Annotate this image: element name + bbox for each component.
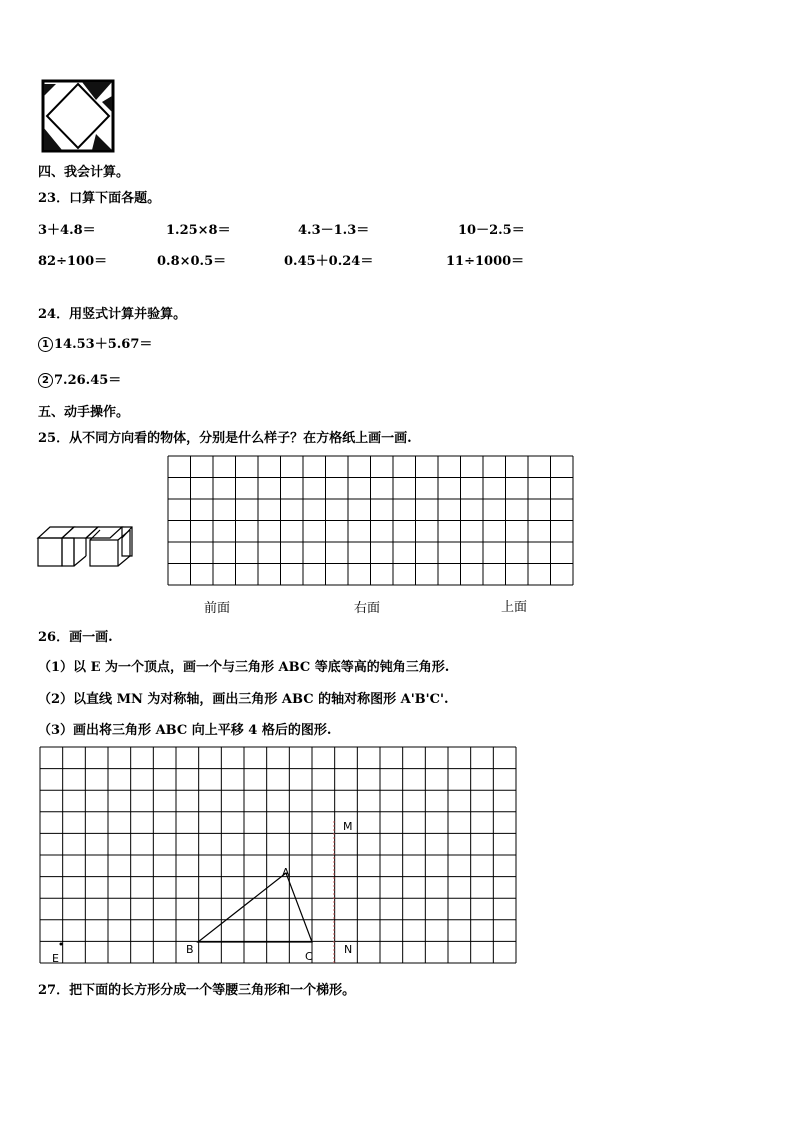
q27-title: 27．把下面的长方形分成一个等腰三角形和一个梯形。 <box>38 983 356 998</box>
point-label-m: M <box>343 820 353 833</box>
section5-title: 五、动手操作。 <box>38 405 130 420</box>
q24-expr: 7.26.45＝ <box>54 373 122 388</box>
q23-item: 0.8×0.5＝ <box>157 254 227 269</box>
triangle-abc <box>198 873 312 942</box>
q24-expr: 14.53＋5.67＝ <box>54 337 153 352</box>
point-label-a: A <box>282 866 290 879</box>
circled-number: 1 <box>38 337 53 352</box>
point-label-n: N <box>344 943 353 956</box>
q26-grid <box>40 747 518 965</box>
q26-part: （3）画出将三角形 ABC 向上平移 4 格后的图形. <box>38 723 332 738</box>
square-with-corner-triangles-icon <box>40 78 116 156</box>
point-label-c: C <box>305 950 313 963</box>
q23-item: 4.3－1.3＝ <box>298 223 370 238</box>
q25-title: 25．从不同方向看的物体，分别是什么样子？在方格纸上画一画. <box>38 431 412 446</box>
point-e <box>60 943 63 946</box>
q23-item: 10－2.5＝ <box>458 223 525 238</box>
q23-item: 3＋4.8＝ <box>38 223 96 238</box>
q24-title: 24．用竖式计算并验算。 <box>38 307 187 322</box>
q23-title: 23．口算下面各题。 <box>38 191 161 206</box>
q23-item: 11÷1000＝ <box>446 254 525 269</box>
q23-item: 0.45＋0.24＝ <box>284 254 374 269</box>
q25-grid <box>168 456 574 586</box>
q24-item <box>38 333 152 352</box>
view-label-front: 前面 <box>204 601 231 616</box>
q26-title: 26．画一画. <box>38 630 113 645</box>
q24-item <box>38 369 121 388</box>
q23-item: 1.25×8＝ <box>166 223 231 238</box>
q26-part: （2）以直线 MN 为对称轴，画出三角形 ABC 的轴对称图形 A'B'C'. <box>38 692 449 707</box>
view-label-top: 上面 <box>501 600 528 615</box>
point-label-e: E <box>52 952 59 965</box>
circled-number: 2 <box>38 373 53 388</box>
cube-object-figure <box>38 526 134 570</box>
point-label-b: B <box>186 943 194 956</box>
section4-title: 四、我会计算。 <box>38 165 130 180</box>
view-label-right: 右面 <box>354 601 381 616</box>
q23-item: 82÷100＝ <box>38 254 108 269</box>
q26-part: （1）以 E 为一个顶点，画一个与三角形 ABC 等底等高的钝角三角形. <box>38 660 450 675</box>
